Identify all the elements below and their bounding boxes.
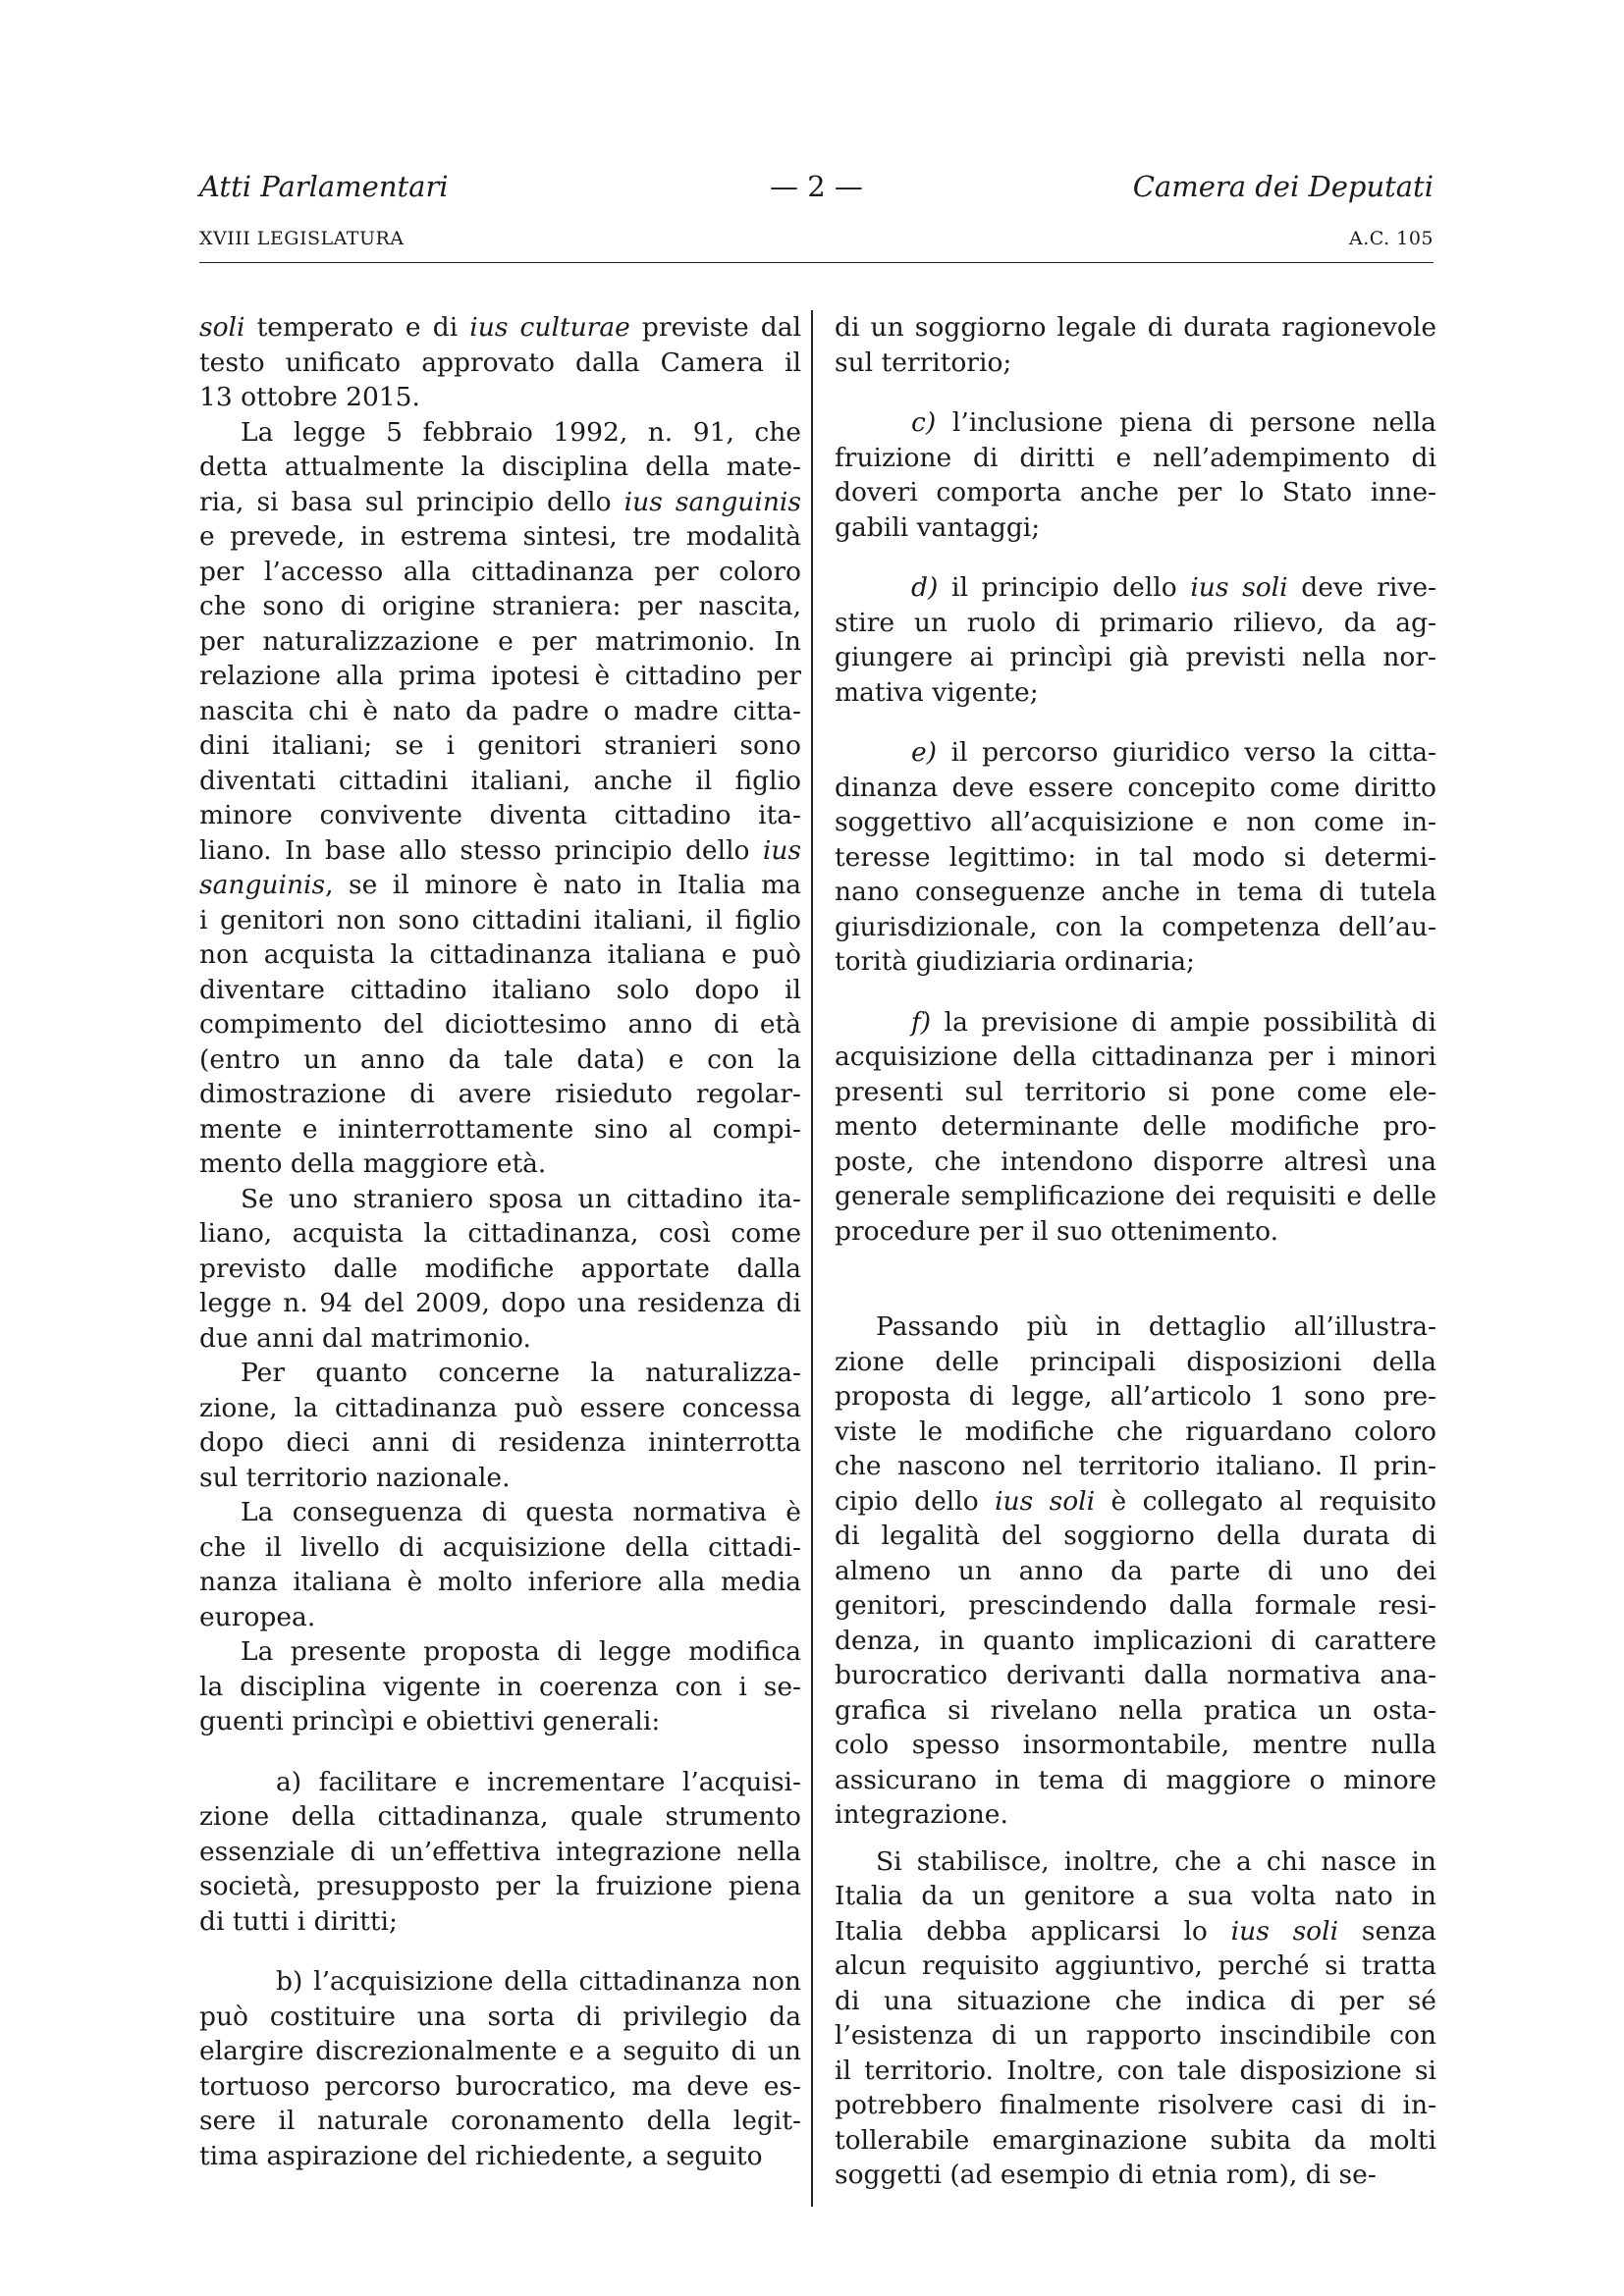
text-line: detta attualmente la disciplina della mate- [199,452,801,482]
page-number: — 2 — [770,170,863,203]
text-line: per naturalizzazione e per matrimonio. In [199,625,801,657]
header-publication-title: Atti Parlamentari [199,170,449,203]
text-line: 13 ottobre 2015. [199,382,420,412]
text-line: sul territorio; [835,347,1012,378]
text-line: società, presupposto per la fruizione piena [199,1871,801,1901]
text-line: tima aspirazione del richiedente, a seguito [199,2140,763,2171]
text-line: dimostrazione di avere risieduto regolar- [199,1079,801,1109]
paragraph-spacing [835,1833,1436,1844]
text-line: soggettivo all’acquisizione e non come in- [835,807,1436,837]
text-line: mento della maggiore età. [199,1148,547,1179]
text-line: relazione alla prima ipotesi è cittadino per [199,661,801,691]
text-line: guenti princìpi e obiettivi generali: [199,1706,661,1736]
paragraph-spacing [835,545,1436,570]
text-line: previsto dalle modifiche apportate dalla [199,1253,801,1284]
text-line: d) il principio dello ius soli deve rive- [911,572,1436,603]
text-line: sul territorio nazionale. [199,1462,511,1493]
paragraph [199,1182,801,1357]
text-line: stire un ruolo di primario rilievo, da ag- [835,607,1436,638]
paragraph [199,1964,801,2173]
legislature-label: XVIII LEGISLATURA [199,228,405,249]
text-line: sanguinis, se il minore è nato in Italia ma [199,870,801,900]
paragraph [835,1309,1436,1833]
text-line: dinanza deve essere concepito come diritto [835,772,1436,803]
text-line: dopo dieci anni di residenza ininterrotta [199,1427,801,1458]
paragraph [835,310,1436,380]
right-text-column [835,310,1436,2193]
text-line: l’esistenza di un rapporto inscindibile con [835,2020,1436,2051]
text-line: i genitori non sono cittadini italiani, il figlio [199,904,801,935]
text-line: sere il naturale coronamento della legit- [199,2106,801,2136]
left-text-column [199,310,801,2173]
paragraph-spacing [835,710,1436,735]
text-line: viste le modifiche che riguardano coloro [835,1415,1436,1447]
text-line: liano. In base allo stesso principio dello ius [199,834,801,866]
text-line: non acquista la cittadinanza italiana e può [199,939,801,970]
text-line: per l’accesso alla cittadinanza per coloro [199,556,801,587]
text-line: procedure per il suo ottenimento. [835,1215,1278,1247]
text-line: acquisizione della cittadinanza per i minori [835,1041,1436,1072]
paragraph-spacing [835,1249,1436,1309]
paragraph [835,570,1436,710]
text-line: c) l’inclusione piena di persone nella [911,407,1436,438]
text-line: che nascono nel territorio italiano. Il prin- [835,1451,1436,1481]
text-line: nano conseguenze anche in tema di tutela [835,877,1436,907]
text-line: Se uno straniero sposa un cittadino ita- [241,1183,801,1214]
text-line: liano, acquista la cittadinanza, così come [199,1218,801,1249]
text-line: Italia debba applicarsi lo ius soli senza [835,1915,1436,1947]
text-line: compimento del diciottesimo anno di età [199,1009,801,1040]
paragraph [199,1495,801,1634]
text-line: zione, la cittadinanza può essere concessa [199,1392,801,1423]
paragraph [835,405,1436,545]
text-line: gabili vantaggi; [835,511,1041,543]
paragraph-spacing [199,1939,801,1964]
text-line: soli temperato e di ius culturae previste dal [199,312,801,343]
text-line: tollerabile emarginazione subita da molti [835,2124,1436,2156]
text-line: mento determinante delle modifiche pro- [835,1111,1436,1142]
text-line: minore convivente diventa cittadino ita- [199,800,801,830]
paragraph [199,415,801,1182]
header-rule [199,262,1434,263]
text-line: diventare cittadino italiano solo dopo il [199,974,801,1005]
running-header [199,167,1434,206]
text-line: che sono di origine straniera: per nascita, [199,591,801,621]
text-line: integrazione. [835,1799,1008,1830]
text-line: teresse legittimo: in tal modo si determi- [835,841,1436,873]
text-line: La legge 5 febbraio 1992, n. 91, che [241,416,801,448]
text-line: burocratico derivanti dalla normativa ana- [835,1660,1436,1690]
text-line: ria, si basa sul principio dello ius sanguinis [199,486,801,517]
text-line: testo unificato approvato dalla Camera il [199,347,801,378]
text-line: La conseguenza di questa normativa è [241,1497,801,1527]
text-line: doveri comporta anche per lo Stato inne- [835,477,1436,507]
text-line: zione della cittadinanza, quale strumento [199,1801,801,1832]
paragraph [199,1356,801,1495]
text-line: la disciplina vigente in coerenza con i se- [199,1671,801,1702]
text-line: due anni dal matrimonio. [199,1322,531,1354]
paragraph-spacing [199,1739,801,1765]
text-line: elargire discrezionalmente e a seguito di un [199,2036,801,2066]
text-line: di tutti i diritti; [199,1905,398,1937]
text-line: assicurano in tema di maggiore o minore [835,1764,1436,1795]
text-line: e prevede, in estrema sintesi, tre modalità [199,521,801,552]
header-chamber-name: Camera dei Deputati [1132,170,1434,203]
text-line: presenti sul territorio si pone come ele- [835,1076,1436,1107]
text-line: europea. [199,1601,316,1632]
text-line: almeno un anno da parte di uno dei [835,1555,1436,1586]
text-line: nascita chi è nato da padre o madre citta- [199,695,801,726]
text-line: nanza italiana è molto inferiore alla media [199,1567,801,1597]
text-line: di un soggiorno legale di durata ragionevole [835,312,1436,343]
text-line: proposta di legge, all’articolo 1 sono pre- [835,1381,1436,1412]
text-line: Italia da un genitore a sua volta nato in [835,1881,1436,1911]
paragraph-spacing [835,980,1436,1005]
text-line: torità giudiziaria ordinaria; [835,946,1195,977]
text-line: tortuoso percorso burocratico, ma deve es- [199,2070,801,2102]
text-line: soggetti (ad esempio di etnia rom), di se- [835,2160,1377,2190]
text-line: e) il percorso giuridico verso la citta- [911,737,1436,768]
text-line: di legalità del soggiorno della durata di [835,1521,1436,1551]
text-line: dini italiani; se i genitori stranieri sono [199,730,801,761]
text-line: che il livello di acquisizione della cittadi- [199,1531,801,1563]
text-line: generale semplificazione dei requisiti e delle [835,1181,1436,1211]
text-line: a) facilitare e incrementare l’acquisi- [276,1766,801,1797]
text-line: poste, che intendono disporre altresì una [835,1146,1436,1177]
paragraph [835,1005,1436,1250]
running-subheader [199,224,1434,253]
text-line: il territorio. Inoltre, con tale disposizione si [835,2055,1436,2086]
column-divider [811,310,813,2207]
text-line: legge n. 94 del 2009, dopo una residenza di [199,1288,801,1318]
text-line: colo spesso insormontabile, mentre nulla [835,1730,1436,1760]
paragraph-spacing [835,380,1436,405]
text-line: denza, in quanto implicazioni di carattere [835,1625,1436,1656]
text-line: La presente proposta di legge modifica [241,1636,801,1667]
text-line: fruizione di diritti e nell’adempimento di [835,442,1436,473]
text-line: (entro un anno da tale data) e con la [199,1043,801,1075]
bill-number: A.C. 105 [1349,228,1434,249]
paragraph [835,1844,1436,2193]
paragraph [199,1765,801,1940]
text-line: cipio dello ius soli è collegato al requisito [835,1485,1436,1517]
paragraph [835,735,1436,980]
text-line: Si stabilisce, inoltre, che a chi nasce in [876,1845,1436,1877]
text-line: zione delle principali disposizioni della [835,1346,1436,1377]
paragraph [199,1634,801,1739]
text-line: Per quanto concerne la naturalizza- [241,1358,801,1388]
text-line: Passando più in dettaglio all’illustra- [876,1311,1436,1342]
text-line: mente e ininterrottamente sino al compi- [199,1113,801,1145]
text-line: alcun requisito aggiuntivo, perché si tratta [835,1950,1436,1981]
text-line: b) l’acquisizione della cittadinanza non [276,1966,801,1997]
text-line: giurisdizionale, con la competenza dell’au- [835,911,1436,942]
text-line: può costituire una sorta di privilegio da [199,2001,801,2032]
text-line: grafica si rivelano nella pratica un osta- [835,1694,1436,1726]
text-line: mativa vigente; [835,676,1039,708]
paragraph [199,310,801,415]
text-line: f) la previsione di ampie possibilità di [911,1006,1436,1038]
text-line: genitori, prescindendo dalla formale resi- [835,1590,1436,1621]
text-line: essenziale di un’effettiva integrazione nella [199,1836,801,1867]
text-line: diventati cittadini italiani, anche il figlio [199,765,801,796]
text-line: giungere ai princìpi già previsti nella nor- [835,642,1436,672]
text-line: di una situazione che indica di per sé [835,1985,1436,2016]
text-line: potrebbero finalmente risolvere casi di in- [835,2090,1436,2120]
